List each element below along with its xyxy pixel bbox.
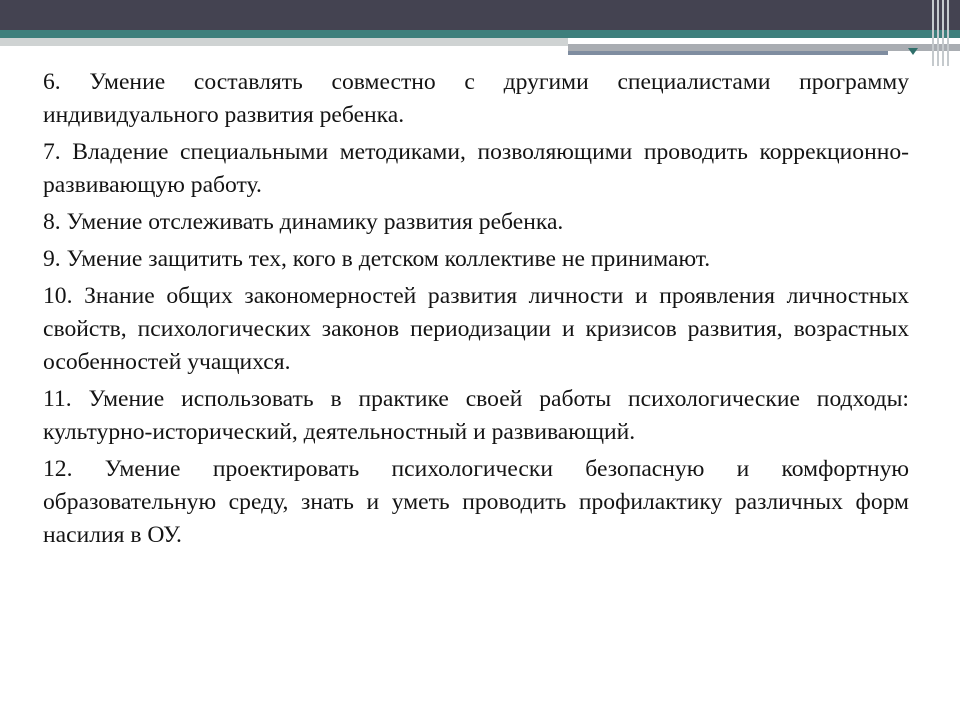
header-rule xyxy=(568,51,888,55)
header-stripe-gray xyxy=(0,38,568,46)
triangle-marker-icon xyxy=(908,48,918,55)
list-item-12: 12. Умение проектировать психологически безопасную и комфортную образовательную среду, знать и уметь проводить профилактику различных форм насилия в ОУ. xyxy=(43,456,909,548)
header-stripe-gray-right xyxy=(568,44,960,51)
header-band xyxy=(0,0,960,30)
list-item-7: 7. Владение специальными методиками, позволяющими проводить коррекционно-развивающую работу. xyxy=(43,139,909,198)
slide-body xyxy=(43,66,909,556)
header-stripe-teal xyxy=(0,30,960,38)
corner-decoration xyxy=(930,0,952,66)
list-item-11: 11. Умение использовать в практике своей работы психологические подходы: культурно-исторический, деятельностный и развивающий. xyxy=(43,386,909,445)
list-item-8: 8. Умение отслеживать динамику развития ребенка. xyxy=(43,209,564,235)
list-item-6: 6. Умение составлять совместно с другими специалистами программу индивидуального развития ребенка. xyxy=(43,69,909,128)
list-item-9: 9. Умение защитить тех, кого в детском коллективе не принимают. xyxy=(43,246,711,272)
list-item-10: 10. Знание общих закономерностей развития личности и проявления личностных свойств, психологических законов периодизации и кризисов развития, возрастных особенностей учащихся. xyxy=(43,283,909,375)
